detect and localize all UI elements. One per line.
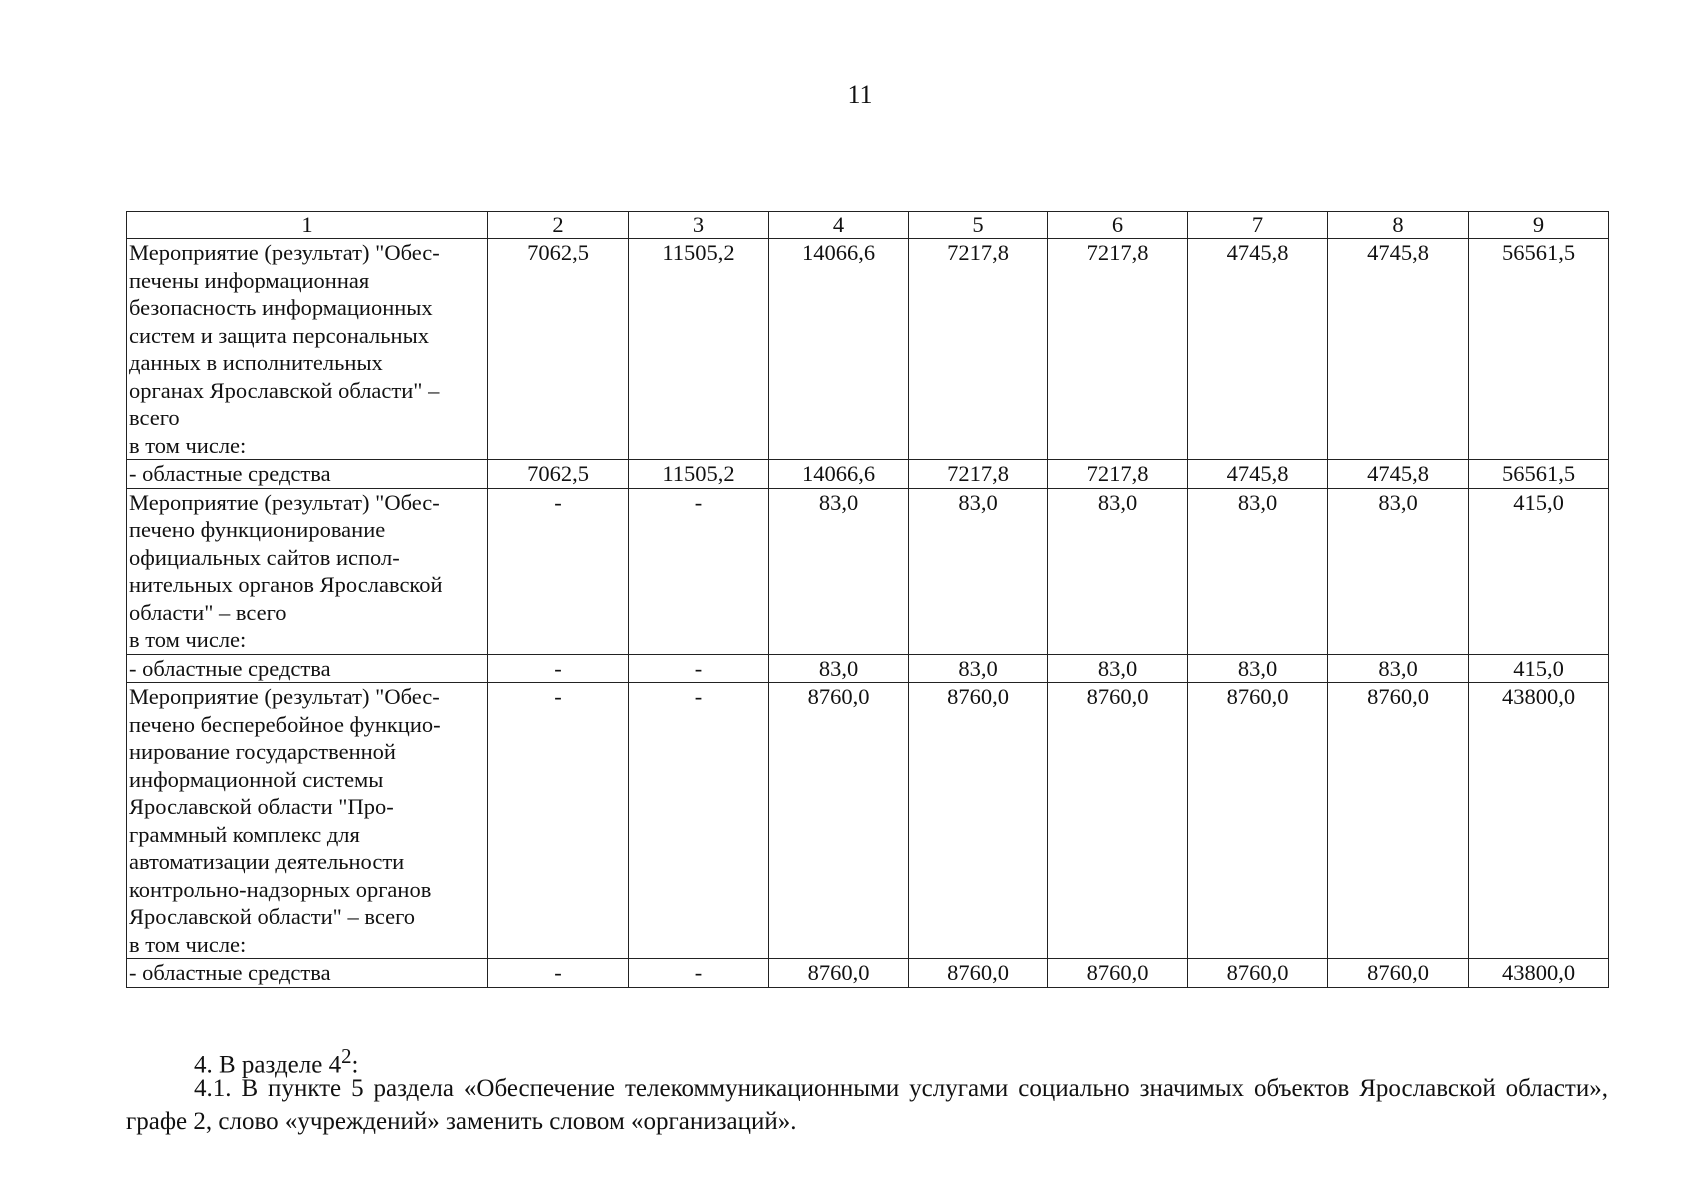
value-cell: 8760,0 xyxy=(1188,959,1328,988)
value-cell: 4745,8 xyxy=(1328,239,1469,460)
value-cell: 8760,0 xyxy=(1328,959,1469,988)
column-header: 3 xyxy=(629,212,769,239)
column-header: 2 xyxy=(488,212,629,239)
value-cell: - xyxy=(488,683,629,959)
table-header-row xyxy=(127,212,1609,239)
value-cell: 83,0 xyxy=(1188,488,1328,654)
value-cell: 7217,8 xyxy=(909,460,1048,489)
table-row xyxy=(127,959,1609,988)
value-cell: 83,0 xyxy=(769,654,909,683)
value-cell: - xyxy=(629,959,769,988)
row-label-cell: Мероприятие (результат) "Обес- печено бесперебойное функцио- нирование государственной информационной системы Ярославской области "Про- граммный комплекс для автоматизации деятельности контрольно-надзорных органов Ярославской области" – всего в том числе: xyxy=(127,683,488,959)
table-row xyxy=(127,683,1609,959)
value-cell: 56561,5 xyxy=(1469,239,1609,460)
value-cell: 4745,8 xyxy=(1188,239,1328,460)
value-cell: 7062,5 xyxy=(488,460,629,489)
value-cell: 14066,6 xyxy=(769,239,909,460)
section-heading-text: 4. В разделе 4 xyxy=(194,1051,342,1079)
value-cell: 43800,0 xyxy=(1469,959,1609,988)
value-cell: 8760,0 xyxy=(769,959,909,988)
value-cell: 8760,0 xyxy=(909,959,1048,988)
value-cell: 415,0 xyxy=(1469,488,1609,654)
column-header: 9 xyxy=(1469,212,1609,239)
value-cell: 415,0 xyxy=(1469,654,1609,683)
value-cell: 56561,5 xyxy=(1469,460,1609,489)
row-label-cell: - областные средства xyxy=(127,654,488,683)
value-cell: 83,0 xyxy=(769,488,909,654)
value-cell: - xyxy=(629,654,769,683)
value-cell: 7217,8 xyxy=(1048,239,1188,460)
column-header: 8 xyxy=(1328,212,1469,239)
value-cell: 7217,8 xyxy=(1048,460,1188,489)
value-cell: 8760,0 xyxy=(1048,959,1188,988)
section-heading-colon: : xyxy=(351,1051,359,1079)
table-row xyxy=(127,654,1609,683)
row-label-cell: - областные средства xyxy=(127,959,488,988)
funding-table xyxy=(126,211,1609,988)
value-cell: 83,0 xyxy=(909,488,1048,654)
value-cell: 8760,0 xyxy=(1048,683,1188,959)
value-cell: 11505,2 xyxy=(629,239,769,460)
value-cell: 83,0 xyxy=(1188,654,1328,683)
value-cell: - xyxy=(488,488,629,654)
value-cell: 43800,0 xyxy=(1469,683,1609,959)
table-row xyxy=(127,488,1609,654)
value-cell: 7217,8 xyxy=(909,239,1048,460)
value-cell: 8760,0 xyxy=(769,683,909,959)
column-header: 1 xyxy=(127,212,488,239)
row-label-cell: Мероприятие (результат) "Обес- печены информационная безопасность информационных систем и защита персональных данных в исполнительных органах Ярославской области" – всего в том числе: xyxy=(127,239,488,460)
value-cell: 83,0 xyxy=(1048,654,1188,683)
table-row xyxy=(127,239,1609,460)
value-cell: - xyxy=(629,683,769,959)
value-cell: - xyxy=(488,654,629,683)
row-label-cell: Мероприятие (результат) "Обес- печено функционирование официальных сайтов испол- нительных органов Ярославской области" – всего в том числе: xyxy=(127,488,488,654)
column-header: 6 xyxy=(1048,212,1188,239)
value-cell: 83,0 xyxy=(1328,654,1469,683)
value-cell: 4745,8 xyxy=(1188,460,1328,489)
value-cell: 4745,8 xyxy=(1328,460,1469,489)
row-label-cell: - областные средства xyxy=(127,460,488,489)
value-cell: 83,0 xyxy=(909,654,1048,683)
table-row xyxy=(127,460,1609,489)
column-header: 7 xyxy=(1188,212,1328,239)
value-cell: - xyxy=(488,959,629,988)
value-cell: 7062,5 xyxy=(488,239,629,460)
value-cell: - xyxy=(629,488,769,654)
value-cell: 14066,6 xyxy=(769,460,909,489)
amendment-paragraph: 4.1. В пункте 5 раздела «Обеспечение телекоммуникационными услугами социально значимых объектов Ярославской области», графе 2, слово «учреждений» заменить словом «организаций». xyxy=(126,1075,1608,1135)
section-heading-superscript: 2 xyxy=(341,1044,352,1068)
value-cell: 83,0 xyxy=(1048,488,1188,654)
value-cell: 8760,0 xyxy=(1328,683,1469,959)
value-cell: 8760,0 xyxy=(909,683,1048,959)
page-number: 11 xyxy=(847,80,873,109)
column-header: 4 xyxy=(769,212,909,239)
value-cell: 8760,0 xyxy=(1188,683,1328,959)
column-header: 5 xyxy=(909,212,1048,239)
value-cell: 11505,2 xyxy=(629,460,769,489)
value-cell: 83,0 xyxy=(1328,488,1469,654)
